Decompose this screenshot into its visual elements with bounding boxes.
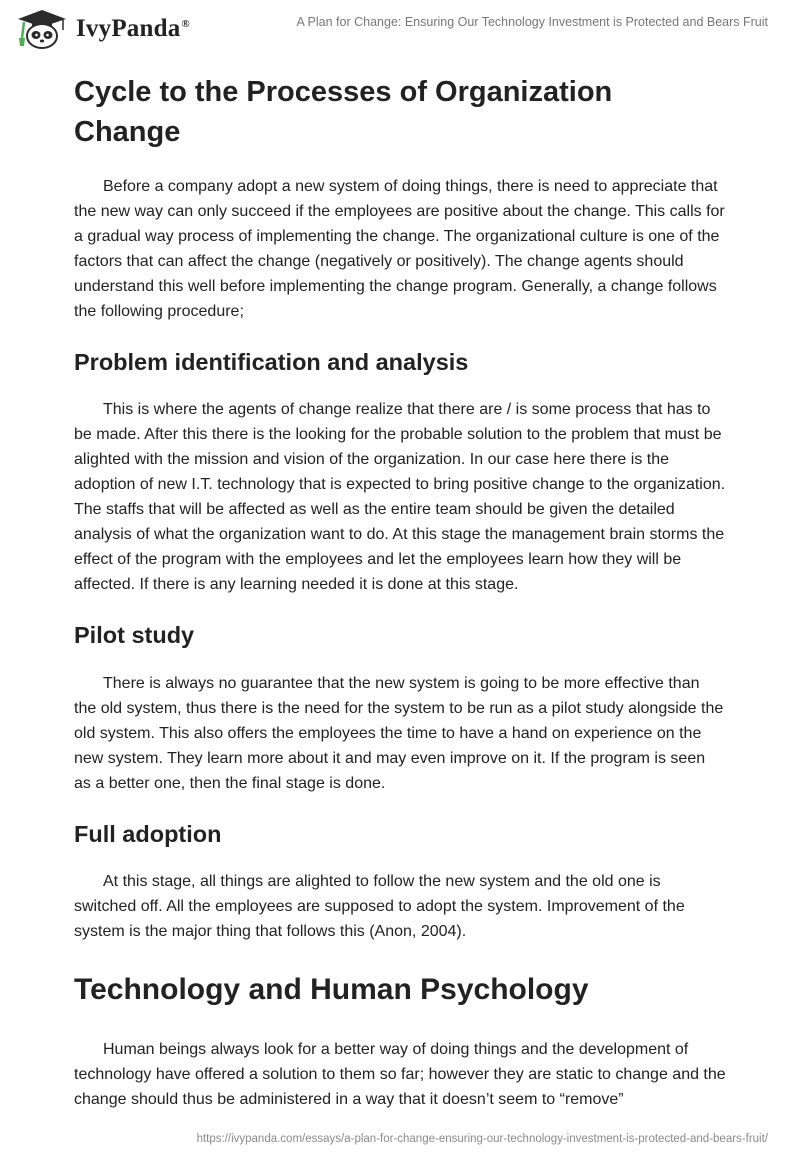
section-paragraph: Before a company adopt a new system of doing things, there is need to appreciate that the new way can only succeed if the employees are positive about the change. This calls for a gradual way process of implementing the change. The organizational culture is one of the factors that can affect the change (negatively or positively). The change agents should understand this well before implementing the change program. Generally, a change follows the following procedure; — [74, 178, 725, 320]
section-heading: Cycle to the Processes of Organization Change — [74, 76, 613, 148]
section-paragraph: At this stage, all things are alighted to follow the new system and the old one is switched off. All the employees are supposed to adopt the system. Improvement of the system is the major thing that follows this (Anon, 2004). — [74, 873, 685, 940]
footer-url[interactable]: https://ivypanda.com/essays/a-plan-for-change-ensuring-our-technology-investment-is-protected-and-bears-fruit/ — [196, 1133, 768, 1145]
logo[interactable] — [14, 8, 190, 50]
panda-logo-icon — [14, 8, 70, 50]
essay-content — [74, 72, 726, 1112]
section-heading: Technology and Human Psychology — [74, 973, 589, 1006]
section-heading: Pilot study — [74, 622, 195, 648]
document-title: A Plan for Change: Ensuring Our Technology Investment is Protected and Bears Fruit — [296, 15, 768, 29]
section-paragraph: This is where the agents of change realize that there are / is some process that has to be made. After this there is the looking for the probable solution to the problem that must be alighted with the mission and vision of the organization. In our case here there is the adoption of new I.T. technology that is expected to bring positive change to the organization. The staffs that will be affected as well as the entire team should be given the detailed analysis of what the organization want to do. At this stage the management brain storms the effect of the program with the employees and let the employees learn how they will be affected. If there is any learning needed it is done at this stage. — [74, 401, 726, 593]
section-paragraph: Human beings always look for a better way of doing things and the development of technology have offered a solution to them so far; however they are static to change and the change should thus be administered in a way that it doesn’t seem to “remove” — [74, 1041, 726, 1108]
section-heading: Full adoption — [74, 821, 222, 847]
section-heading: Problem identification and analysis — [74, 349, 469, 375]
logo-text: IvyPanda® — [76, 15, 190, 42]
section-paragraph: There is always no guarantee that the new system is going to be more effective than the old system, thus there is the need for the system to be run as a pilot study alongside the old system. This also offers the employees the time to have a hand on experience on the new system. They learn more about it and may even improve on it. If the program is seen as a better one, then the final stage is done. — [74, 675, 724, 792]
